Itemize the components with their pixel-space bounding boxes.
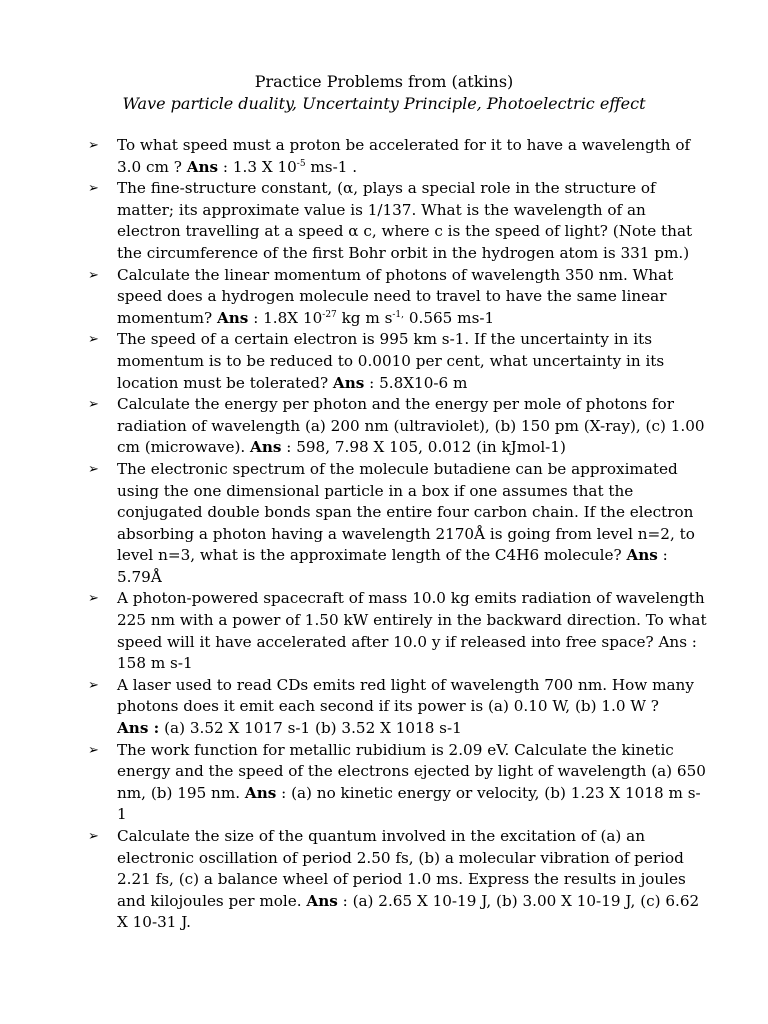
problem-text: A photon-powered spacecraft of mass 10.0 kg emits radiation of wavelength 225 nm with a power of 1.50 kW entirely in the backward direction. To what speed will it have accelerated after 10.0 y if released into free space? Ans : 158 m s-1 (117, 589, 707, 673)
arrow-bullet-icon: ➢ (88, 267, 99, 283)
problem-text: Calculate the size of the quantum involved in the excitation of (a) an electronic oscillation of period 2.50 fs, (b) a molecular vibration of period 2.21 fs, (c) a balance wheel of period 1.0 ms. Express the results in joules and kilojoules per mole. (117, 827, 686, 910)
answer-label: Ans (250, 438, 282, 457)
arrow-bullet-icon: ➢ (88, 742, 99, 758)
answer-text: : 598, 7.98 X 105, 0.012 (in kJmol-1) (281, 438, 566, 457)
answer-exponent: -5 (296, 158, 306, 169)
answer-exponent-2: -1, (392, 309, 405, 320)
problem-item (88, 394, 708, 459)
arrow-bullet-icon: ➢ (88, 138, 99, 153)
problem-item (88, 178, 708, 264)
answer-label: Ans (244, 783, 277, 802)
arrow-bullet-icon: ➢ (88, 181, 99, 197)
answer-label: Ans : (117, 719, 160, 738)
arrow-bullet-icon: ➢ (88, 397, 99, 413)
problem-text: The work function for metallic rubidium is 2.09 eV. Calculate the kinetic energy and the speed of the electrons ejected by light of wavelength (a) 650 nm, (b) 195 nm. (117, 740, 706, 802)
answer-text: : 1.8X 10 (248, 308, 323, 327)
answer-text-mid: kg m s (336, 308, 393, 327)
problem-text: A laser used to read CDs emits red light of wavelength 700 nm. How many photons does it emit each second if its power is (a) 0.10 W, (b) 1.0 W ? (117, 675, 694, 716)
arrow-bullet-icon: ➢ (88, 591, 99, 607)
problem-text: The speed of a certain electron is 995 km s-1. If the uncertainty in its momentum is to be reduced to 0.0010 per cent, what uncertainty in its location must be tolerated? (117, 330, 665, 392)
problem-item (88, 588, 708, 674)
problem-text: To what speed must a proton be accelerated for it to have a wavelength of 3.0 cm ? (117, 136, 691, 176)
answer-text: : 1.3 X 10 (218, 157, 297, 176)
problem-item (88, 826, 708, 934)
arrow-bullet-icon: ➢ (88, 332, 99, 348)
answer-label: Ans (332, 373, 365, 392)
answer-text-tail: ms-1 . (305, 157, 358, 176)
page-subtitle: Wave particle duality, Uncertainty Principle, Photoelectric effect (122, 94, 646, 113)
arrow-bullet-icon: ➢ (88, 677, 99, 693)
arrow-bullet-icon: ➢ (88, 461, 99, 477)
answer-label: Ans (216, 308, 249, 327)
page-title: Practice Problems from (atkins) (254, 72, 514, 91)
problem-list (88, 135, 708, 934)
answer-label: Ans (626, 546, 658, 565)
answer-label: Ans (186, 157, 219, 176)
answer-text: : 5.79Å (117, 546, 668, 586)
problem-item (88, 329, 708, 394)
arrow-bullet-icon: ➢ (88, 829, 99, 844)
answer-text: : (a) no kinetic energy or velocity, (b) 1.23 X 1018 m s-1 (117, 783, 701, 824)
problem-item (88, 265, 708, 330)
problem-item (88, 675, 708, 740)
problem-text: Calculate the energy per photon and the energy per mole of photons for radiation of wavelength (a) 200 nm (ultraviolet), (b) 150 pm (X-ray), (c) 1.00 cm (microwave). (117, 395, 705, 457)
problem-text: The fine-structure constant, (α, plays a special role in the structure of matter; its approximate value is 1/137. What is the wavelength of an electron travelling at a speed α c, where c is the speed of light? (Note that the circumference of the first Bohr orbit in the hydrogen atom is 331 pm.) (117, 179, 693, 262)
answer-text-tail: 0.565 ms-1 (404, 308, 495, 327)
problem-item (88, 459, 708, 589)
answer-text: : (a) 2.65 X 10-19 J, (b) 3.00 X 10-19 J, (c) 6.62 X 10-31 J. (117, 891, 700, 932)
problem-text: Calculate the linear momentum of photons of wavelength 350 nm. What speed does a hydrogen molecule need to travel to have the same linear momentum? (117, 265, 674, 327)
problem-item (88, 740, 708, 826)
answer-text: (a) 3.52 X 1017 s-1 (b) 3.52 X 1018 s-1 (159, 719, 462, 738)
answer-text: : 5.8X10-6 m (364, 373, 468, 392)
answer-label: Ans (306, 891, 338, 910)
problem-item (88, 135, 708, 178)
problem-text: The electronic spectrum of the molecule butadiene can be approximated using the one dimensional particle in a box if one assumes that the conjugated double bonds span the entire four carbon chain. If the electron absorbing a photon having a wavelength 2170Å is going from level n=2, to level n=3, what is the approximate length of the C4H6 molecule? (117, 459, 695, 565)
answer-exponent: -27 (322, 309, 337, 320)
